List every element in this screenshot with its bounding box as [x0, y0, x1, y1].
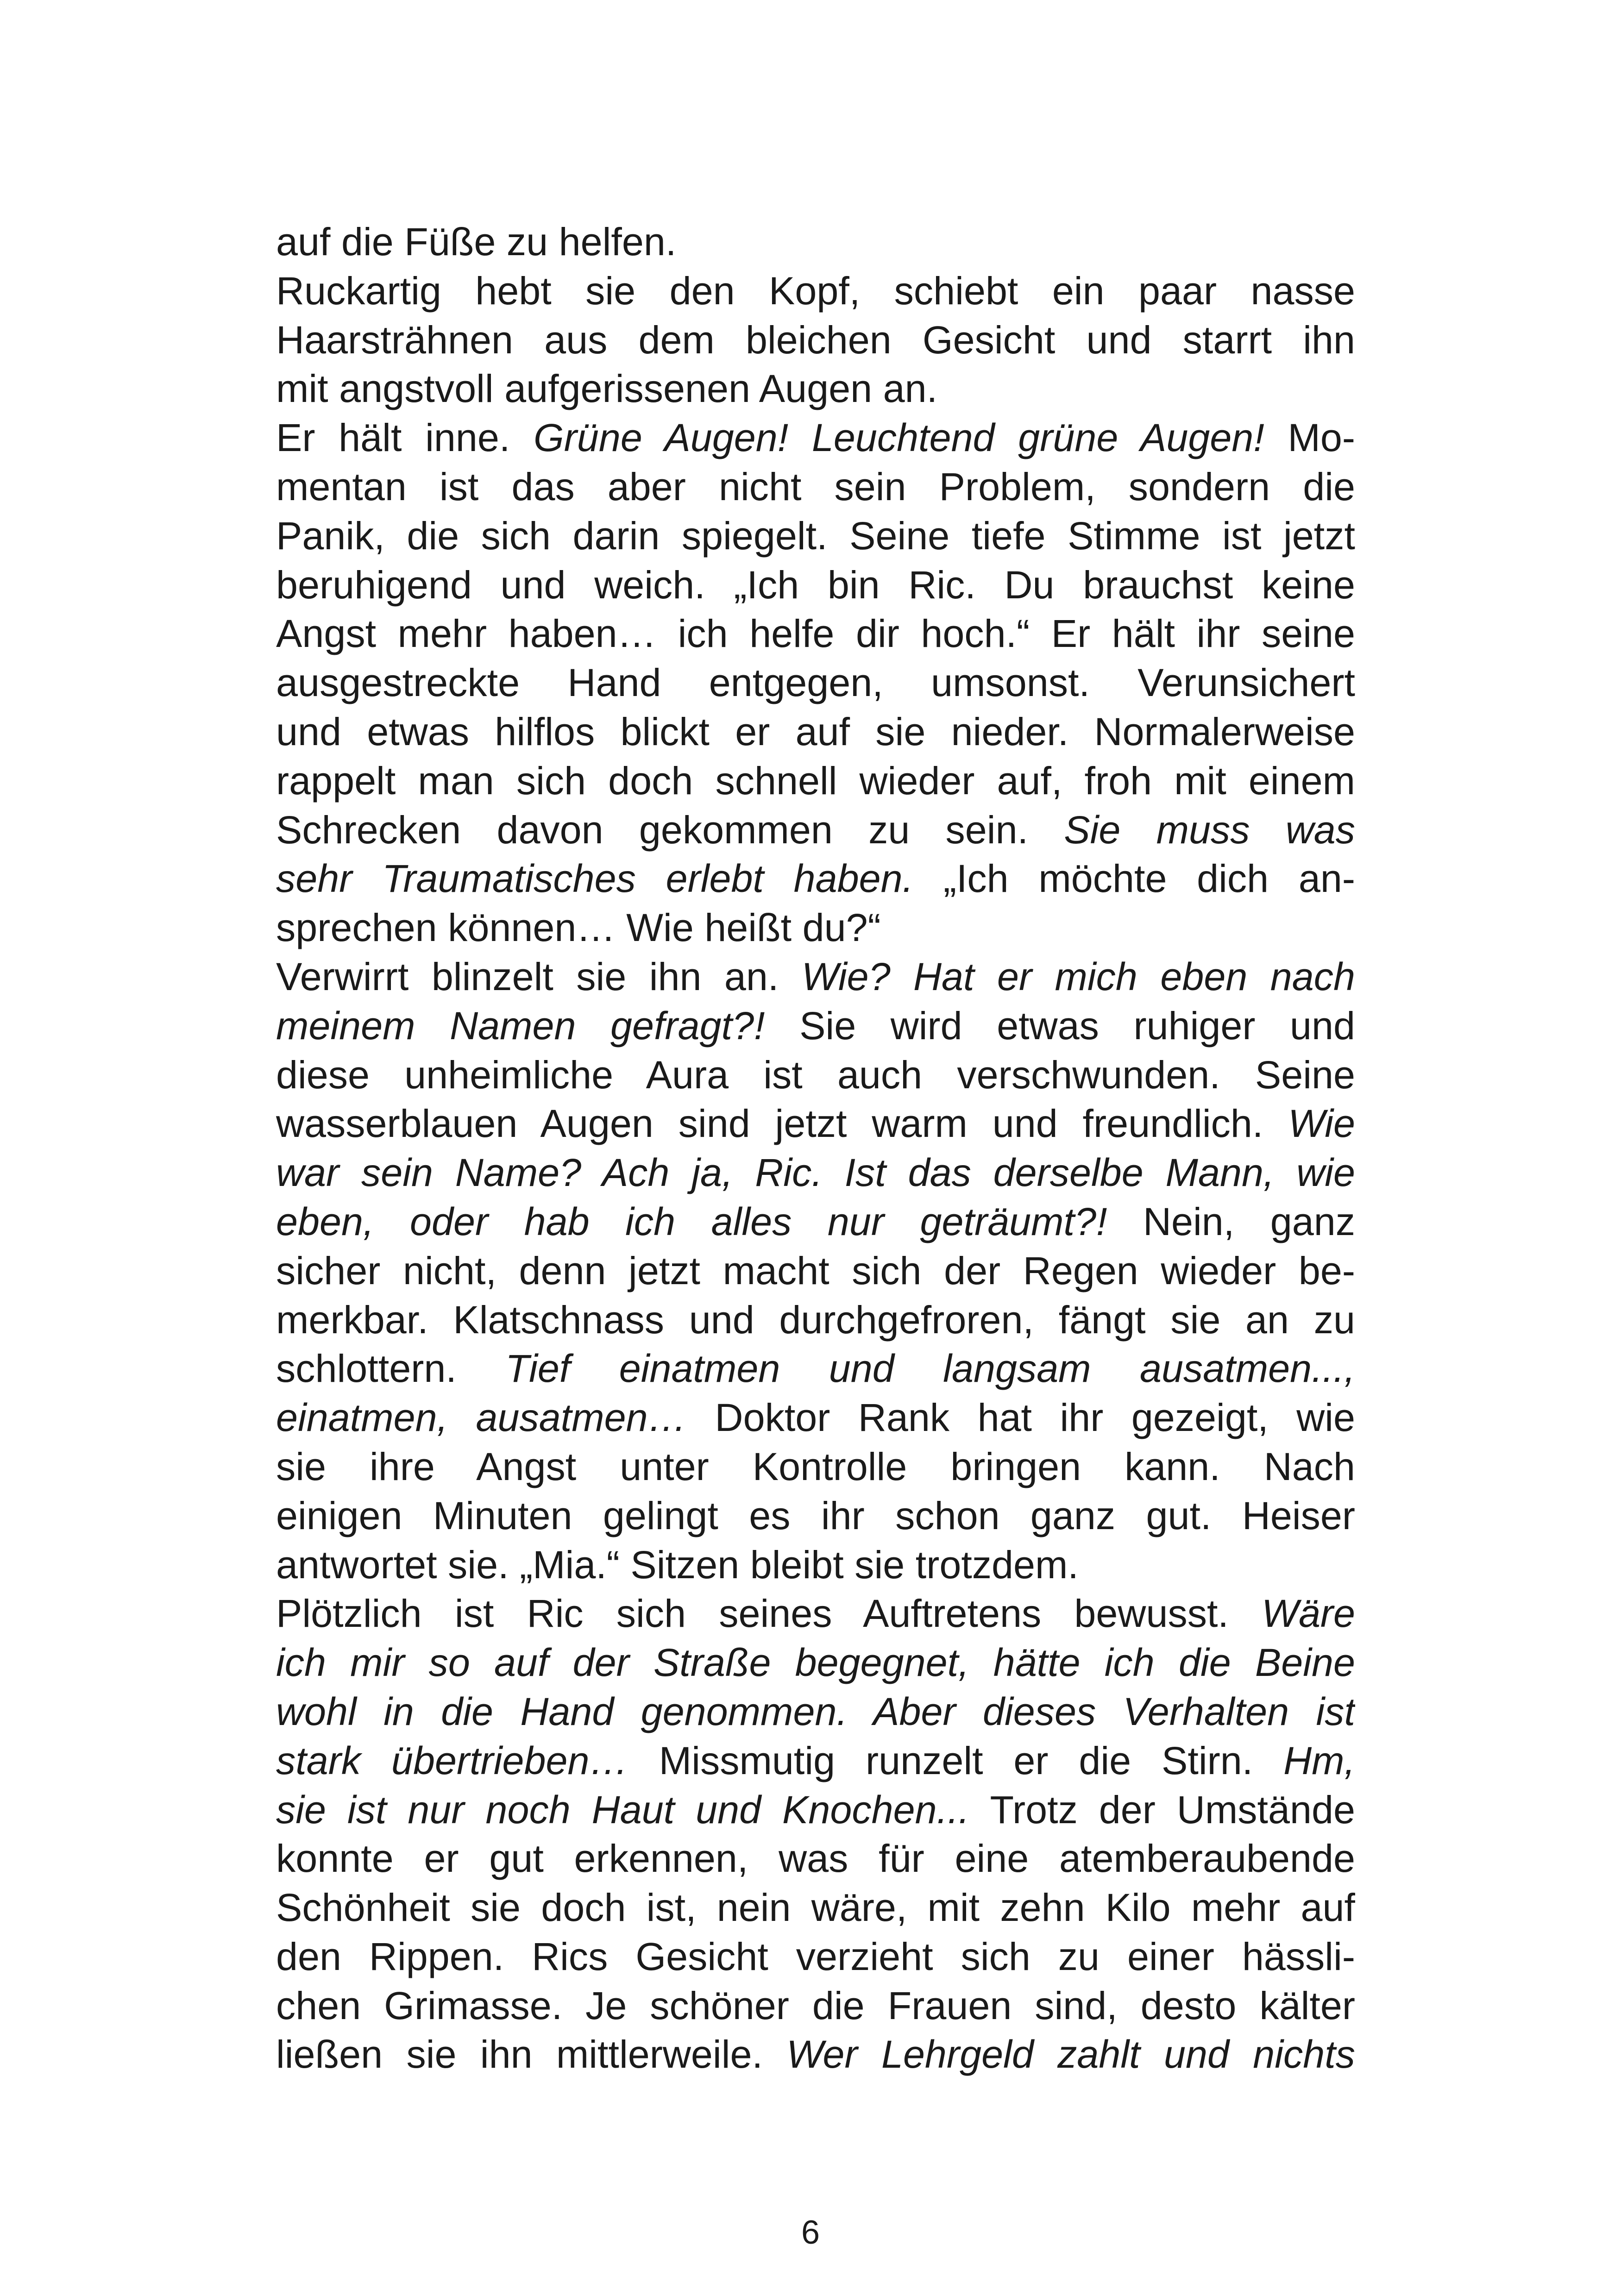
- text-line: [276, 1198, 1355, 1247]
- text-line: [276, 364, 1355, 414]
- text-line: [276, 1296, 1355, 1345]
- text-line: [276, 1099, 1355, 1148]
- text-span: Verwirrt blinzelt sie ihn an.: [276, 954, 802, 998]
- text-span: Schrecken davon gekommen zu sein.: [276, 808, 1064, 852]
- text-span: Nein, ganz: [1107, 1199, 1355, 1243]
- text-line: [276, 1247, 1355, 1296]
- text-span: mit angstvoll aufgerissenen Augen an.: [276, 367, 938, 411]
- italic-text-span: Wie? Hat er mich eben nach: [801, 954, 1355, 998]
- text-line: [276, 463, 1355, 512]
- text-line: [276, 1589, 1355, 1638]
- text-span: Schönheit sie doch ist, nein wäre, mit zehn Kilo mehr auf: [276, 1886, 1355, 1930]
- italic-text-span: sehr Traumatisches erlebt haben.: [276, 857, 914, 901]
- text-span: Sie wird etwas ruhiger und: [765, 1004, 1355, 1048]
- text-line: [276, 854, 1355, 903]
- italic-text-span: sie ist nur noch Haut und Knochen...: [276, 1788, 970, 1832]
- text-line: [276, 1541, 1355, 1590]
- text-line: [276, 708, 1355, 757]
- text-span: ausgestreckte Hand entgegen, umsonst. Verunsichert: [276, 661, 1355, 705]
- text-span: diese unheimliche Aura ist auch verschwunden. Seine: [276, 1053, 1355, 1097]
- page-number: 6: [801, 2214, 820, 2251]
- text-line: [276, 903, 1355, 953]
- italic-text-span: einatmen, ausatmen…: [276, 1396, 687, 1440]
- italic-text-span: Sie muss was: [1064, 808, 1355, 852]
- italic-text-span: Hm,: [1283, 1738, 1355, 1782]
- text-line: [276, 1982, 1355, 2031]
- text-line: [276, 1883, 1355, 1932]
- text-line: [276, 1834, 1355, 1883]
- text-span: „Ich möchte dich an-: [913, 857, 1355, 901]
- text-span: merkbar. Klatschnass und durchgefroren, fängt sie an zu: [276, 1298, 1355, 1342]
- italic-text-span: eben, oder hab ich alles nur geträumt?!: [276, 1199, 1107, 1243]
- text-line: [276, 1687, 1355, 1737]
- text-span: Mo-: [1264, 416, 1355, 460]
- text-line: [276, 1638, 1355, 1687]
- text-span: Missmutig runzelt er die Stirn.: [628, 1738, 1284, 1782]
- text-line: [276, 1051, 1355, 1100]
- text-line: [276, 1443, 1355, 1492]
- text-span: Panik, die sich darin spiegelt. Seine tiefe Stimme ist jetzt: [276, 514, 1355, 558]
- text-line: [276, 1492, 1355, 1541]
- italic-text-span: Tief einatmen und langsam ausatmen...,: [505, 1347, 1355, 1391]
- text-line: [276, 1393, 1355, 1443]
- text-line: [276, 267, 1355, 316]
- italic-text-span: stark übertrieben…: [276, 1738, 628, 1782]
- text-line: [276, 218, 1355, 267]
- text-line: [276, 414, 1355, 463]
- text-span: mentan ist das aber nicht sein Problem, sondern die: [276, 464, 1355, 508]
- text-span: auf die Füße zu helfen.: [276, 220, 677, 263]
- text-span: sicher nicht, denn jetzt macht sich der Regen wieder be-: [276, 1248, 1355, 1292]
- text-span: rappelt man sich doch schnell wieder auf, froh mit einem: [276, 759, 1355, 803]
- text-line: [276, 1932, 1355, 1982]
- text-line: [276, 609, 1355, 659]
- text-line: [276, 1344, 1355, 1393]
- text-line: [276, 512, 1355, 561]
- text-line: [276, 953, 1355, 1002]
- text-span: schlottern.: [276, 1347, 506, 1391]
- text-span: Ruckartig hebt sie den Kopf, schiebt ein paar nasse: [276, 269, 1355, 313]
- body-text: [276, 218, 1355, 2079]
- text-line: [276, 659, 1355, 708]
- text-line: [276, 806, 1355, 855]
- text-span: Haarsträhnen aus dem bleichen Gesicht und starrt ihn: [276, 318, 1355, 362]
- text-span: den Rippen. Rics Gesicht verzieht sich zu einer hässli-: [276, 1934, 1355, 1978]
- text-span: einigen Minuten gelingt es ihr schon ganz gut. Heiser: [276, 1493, 1355, 1537]
- text-span: beruhigend und weich. „Ich bin Ric. Du brauchst keine: [276, 563, 1355, 607]
- text-line: [276, 1737, 1355, 1786]
- italic-text-span: Wäre: [1262, 1592, 1355, 1636]
- italic-text-span: war sein Name? Ach ja, Ric. Ist das derselbe Mann, wie: [276, 1151, 1355, 1195]
- italic-text-span: Grüne Augen! Leuchtend grüne Augen!: [534, 416, 1264, 460]
- text-span: Doktor Rank hat ihr gezeigt, wie: [687, 1396, 1355, 1440]
- text-span: Angst mehr haben… ich helfe dir hoch.“ Er hält ihr seine: [276, 612, 1355, 656]
- italic-text-span: wohl in die Hand genommen. Aber dieses Verhalten ist: [276, 1689, 1355, 1733]
- text-span: sprechen können… Wie heißt du?“: [276, 906, 881, 950]
- italic-text-span: Wie: [1288, 1102, 1355, 1146]
- text-span: und etwas hilflos blickt er auf sie nieder. Normalerweise: [276, 709, 1355, 753]
- italic-text-span: ich mir so auf der Straße begegnet, hätte ich die Beine: [276, 1641, 1355, 1685]
- text-line: [276, 561, 1355, 610]
- text-span: chen Grimasse. Je schöner die Frauen sind, desto kälter: [276, 1983, 1355, 2027]
- text-line: [276, 1148, 1355, 1198]
- text-span: konnte er gut erkennen, was für eine atemberaubende: [276, 1837, 1355, 1881]
- text-span: sie ihre Angst unter Kontrolle bringen kann. Nach: [276, 1444, 1355, 1488]
- text-span: antwortet sie. „Mia.“ Sitzen bleibt sie trotzdem.: [276, 1543, 1079, 1587]
- text-line: [276, 2030, 1355, 2079]
- text-line: [276, 1786, 1355, 1835]
- text-span: ließen sie ihn mittlerweile.: [276, 2033, 787, 2076]
- text-span: Trotz der Umstände: [969, 1788, 1355, 1832]
- text-line: [276, 1002, 1355, 1051]
- text-line: [276, 316, 1355, 365]
- italic-text-span: meinem Namen gefragt?!: [276, 1004, 765, 1048]
- text-line: [276, 757, 1355, 806]
- text-span: Plötzlich ist Ric sich seines Auftretens bewusst.: [276, 1592, 1262, 1636]
- text-span: wasserblauen Augen sind jetzt warm und freundlich.: [276, 1102, 1288, 1146]
- text-span: Er hält inne.: [276, 416, 534, 460]
- italic-text-span: Wer Lehrgeld zahlt und nichts: [786, 2033, 1355, 2076]
